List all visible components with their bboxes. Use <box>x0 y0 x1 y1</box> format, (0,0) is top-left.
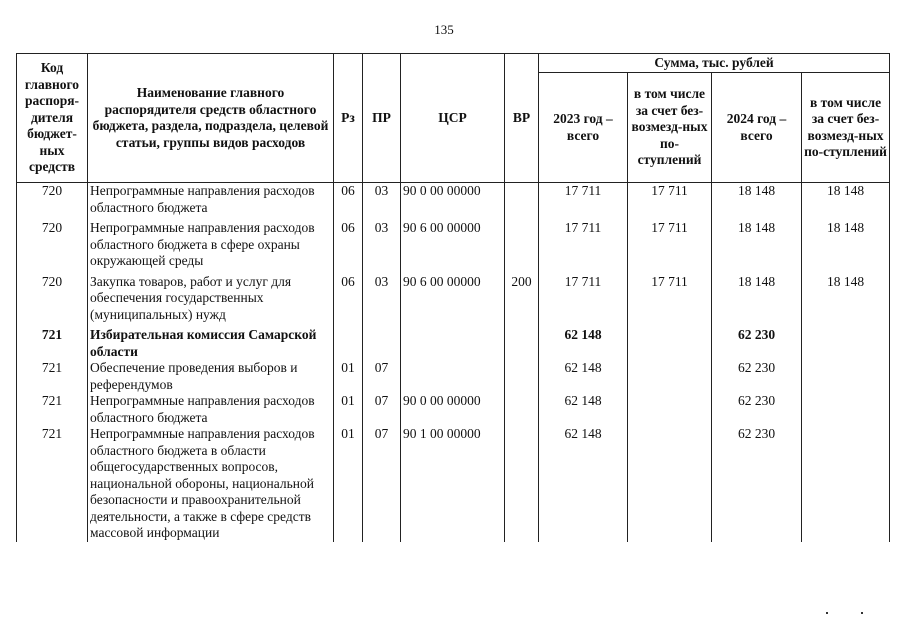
cell-csr: 90 0 00 00000 <box>401 183 505 221</box>
cell-pr <box>363 327 401 360</box>
header-pr: ПР <box>363 54 401 183</box>
cell-rz: 01 <box>334 426 363 542</box>
cell-rz: 06 <box>334 183 363 221</box>
cell-vr <box>505 183 539 221</box>
cell-code: 720 <box>17 220 88 274</box>
cell-code: 720 <box>17 274 88 328</box>
cell-rz: 06 <box>334 220 363 274</box>
table-row <box>17 220 890 274</box>
cell-code: 721 <box>17 360 88 393</box>
cell-2024-total: 62 230 <box>712 360 802 393</box>
cell-2024-free <box>802 393 890 426</box>
cell-2023-free <box>628 426 712 542</box>
cell-rz: 06 <box>334 274 363 328</box>
cell-2023-total: 17 711 <box>539 274 628 328</box>
table-row <box>17 274 890 328</box>
header-rz: Рз <box>334 54 363 183</box>
header-csr: ЦСР <box>401 54 505 183</box>
cell-code: 720 <box>17 183 88 221</box>
cell-2023-free: 17 711 <box>628 220 712 274</box>
cell-2023-free: 17 711 <box>628 183 712 221</box>
cell-csr: 90 6 00 00000 <box>401 220 505 274</box>
header-name: Наименование главного распорядителя средств областного бюджета, раздела, подраздела, целевой статьи, группы видов расходов <box>88 54 334 183</box>
table-row <box>17 426 890 542</box>
cell-name: Закупка товаров, работ и услуг для обеспечения государственных (муниципальных) нужд <box>88 274 334 328</box>
cell-2024-total: 18 148 <box>712 274 802 328</box>
cell-2023-free <box>628 327 712 360</box>
cell-2024-total: 18 148 <box>712 220 802 274</box>
cell-2024-free: 18 148 <box>802 183 890 221</box>
cell-2023-free: 17 711 <box>628 274 712 328</box>
cell-pr: 03 <box>363 183 401 221</box>
cell-code: 721 <box>17 426 88 542</box>
scan-speck <box>861 612 863 614</box>
cell-rz: 01 <box>334 360 363 393</box>
header-2024-total: 2024 год – всего <box>712 73 802 183</box>
cell-2023-total: 62 148 <box>539 327 628 360</box>
cell-2023-total: 62 148 <box>539 360 628 393</box>
cell-pr: 03 <box>363 220 401 274</box>
cell-2024-free: 18 148 <box>802 220 890 274</box>
cell-pr: 07 <box>363 360 401 393</box>
cell-csr: 90 0 00 00000 <box>401 393 505 426</box>
cell-2024-total: 18 148 <box>712 183 802 221</box>
header-2024-free: в том числе за счет без-возмезд-ных по-ступлений <box>802 73 890 183</box>
header-2023-free: в том числе за счет без-возмезд-ных по-ступлений <box>628 73 712 183</box>
cell-code: 721 <box>17 393 88 426</box>
cell-name: Обеспечение проведения выборов и референдумов <box>88 360 334 393</box>
cell-2024-total: 62 230 <box>712 393 802 426</box>
scan-speck <box>826 612 828 614</box>
cell-pr: 07 <box>363 426 401 542</box>
cell-pr: 03 <box>363 274 401 328</box>
cell-vr: 200 <box>505 274 539 328</box>
cell-rz: 01 <box>334 393 363 426</box>
table-row <box>17 360 890 393</box>
cell-csr: 90 6 00 00000 <box>401 274 505 328</box>
cell-vr <box>505 220 539 274</box>
cell-2023-total: 62 148 <box>539 393 628 426</box>
header-sum: Сумма, тыс. рублей <box>539 54 890 73</box>
cell-vr <box>505 393 539 426</box>
cell-2023-total: 17 711 <box>539 183 628 221</box>
cell-vr <box>505 360 539 393</box>
cell-name: Непрограммные направления расходов областного бюджета <box>88 183 334 221</box>
header-2023-total: 2023 год – всего <box>539 73 628 183</box>
cell-csr <box>401 327 505 360</box>
cell-2023-total: 17 711 <box>539 220 628 274</box>
cell-2024-free <box>802 426 890 542</box>
cell-pr: 07 <box>363 393 401 426</box>
header-vr: ВР <box>505 54 539 183</box>
cell-name: Непрограммные направления расходов областного бюджета в сфере охраны окружающей среды <box>88 220 334 274</box>
cell-code: 721 <box>17 327 88 360</box>
cell-2024-free: 18 148 <box>802 274 890 328</box>
cell-name: Избирательная комиссия Самарской области <box>88 327 334 360</box>
cell-2024-total: 62 230 <box>712 327 802 360</box>
cell-vr <box>505 426 539 542</box>
table-row <box>17 393 890 426</box>
cell-2023-total: 62 148 <box>539 426 628 542</box>
cell-2023-free <box>628 360 712 393</box>
cell-vr <box>505 327 539 360</box>
header-code: Код главного распоря-дителя бюджет-ных средств <box>17 54 88 183</box>
page-number: 135 <box>434 22 454 37</box>
cell-2024-free <box>802 327 890 360</box>
cell-2024-total: 62 230 <box>712 426 802 542</box>
cell-csr <box>401 360 505 393</box>
budget-table <box>16 53 890 542</box>
cell-rz <box>334 327 363 360</box>
cell-name: Непрограммные направления расходов областного бюджета <box>88 393 334 426</box>
table-body <box>17 183 890 542</box>
cell-2023-free <box>628 393 712 426</box>
cell-2024-free <box>802 360 890 393</box>
table-row <box>17 183 890 221</box>
cell-csr: 90 1 00 00000 <box>401 426 505 542</box>
table-row <box>17 327 890 360</box>
cell-name: Непрограммные направления расходов областного бюджета в области общегосударственных вопросов, национальной обороны, национальной безопасности и правоохранительной деятельности, а также в сфере средств массовой информации <box>88 426 334 542</box>
